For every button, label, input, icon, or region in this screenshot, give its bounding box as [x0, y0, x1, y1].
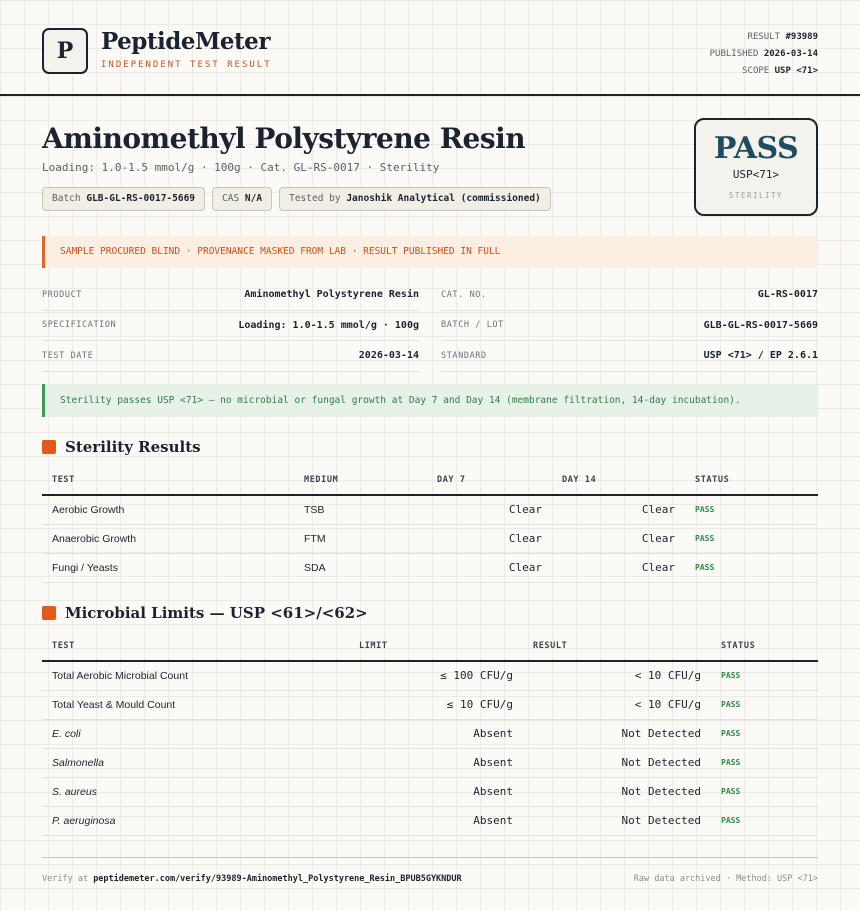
table-row — [42, 524, 818, 553]
batch-chip — [42, 187, 205, 211]
meta-published — [710, 46, 818, 63]
test-name: Anaerobic Growth — [42, 524, 294, 553]
product-subtitle: Loading: 1.0-1.5 mmol/g · 100g · Cat. GL-RS-0017 · Sterility — [42, 161, 440, 174]
table-header-row — [42, 632, 818, 661]
day14-result: Clear — [552, 495, 685, 524]
report-header — [0, 0, 860, 96]
sterility-section-heading — [42, 438, 201, 456]
batch-chip-label: Batch — [52, 193, 81, 204]
tested-by-label: Tested by — [289, 193, 341, 204]
test-name: Total Aerobic Microbial Count — [42, 661, 349, 690]
table-row — [42, 495, 818, 524]
table-row — [42, 690, 818, 719]
column-header: STATUS — [685, 466, 818, 495]
microbial-section-title: Microbial Limits — USP <61>/<62> — [65, 604, 368, 622]
footer-archive-note: Raw data archived · Method: USP <71> — [633, 874, 818, 884]
meta-scope-label: SCOPE — [742, 66, 770, 76]
verdict-standard: USP<71> — [732, 168, 780, 181]
result-value: < 10 CFU/g — [523, 690, 711, 719]
sterility-table — [42, 466, 818, 583]
medium: TSB — [294, 495, 427, 524]
footer-verify — [42, 874, 462, 884]
result-value: Not Detected — [523, 777, 711, 806]
sterility-section-title: Sterility Results — [65, 438, 201, 456]
result-value: < 10 CFU/g — [523, 661, 711, 690]
medium: SDA — [294, 553, 427, 582]
day7-result: Clear — [427, 524, 552, 553]
status-badge: PASS — [711, 719, 818, 748]
column-header: LIMIT — [349, 632, 523, 661]
column-header: TEST — [42, 632, 349, 661]
info-value: Aminomethyl Polystyrene Resin — [244, 289, 419, 301]
column-header: TEST — [42, 466, 294, 495]
batch-chip-value: GLB-GL-RS-0017-5669 — [86, 193, 196, 204]
status-badge: PASS — [685, 495, 818, 524]
column-header: DAY 7 — [427, 466, 552, 495]
verify-label: Verify at — [42, 874, 89, 884]
info-grid-left — [42, 280, 419, 372]
meta-published-value: 2026-03-14 — [763, 49, 818, 59]
result-value: Not Detected — [523, 719, 711, 748]
meta-scope — [710, 63, 818, 80]
brand-name: PeptideMeter — [101, 28, 270, 55]
status-badge: PASS — [711, 748, 818, 777]
info-label: TEST DATE — [42, 350, 94, 361]
table-header-row — [42, 466, 818, 495]
verdict-category: STERILITY — [728, 191, 784, 200]
column-header: RESULT — [523, 632, 711, 661]
info-value: GLB-GL-RS-0017-5669 — [703, 319, 818, 331]
logo-letter: P — [56, 38, 74, 64]
product-chips — [42, 187, 551, 211]
meta-scope-value: USP <71> — [774, 66, 818, 76]
day7-result: Clear — [427, 553, 552, 582]
test-name: Fungi / Yeasts — [42, 553, 294, 582]
meta-result-value: #93989 — [785, 32, 818, 42]
cas-chip — [212, 187, 272, 211]
info-row — [441, 280, 818, 311]
status-badge: PASS — [711, 806, 818, 835]
info-row — [441, 311, 818, 342]
brand-logo — [42, 28, 88, 74]
info-label: CAT. NO. — [441, 289, 487, 300]
info-value: USP <71> / EP 2.6.1 — [703, 350, 818, 362]
day14-result: Clear — [552, 553, 685, 582]
limit-value: Absent — [349, 719, 523, 748]
status-badge: PASS — [685, 524, 818, 553]
result-meta — [710, 29, 818, 80]
verify-link[interactable]: peptidemeter.com/verify/93989-Aminomethyl_Polystyrene_Resin_BPUB5GYKNDUR — [93, 874, 462, 884]
info-row — [42, 280, 419, 311]
info-value: Loading: 1.0-1.5 mmol/g · 100g — [238, 319, 419, 331]
limit-value: ≤ 100 CFU/g — [349, 661, 523, 690]
section-marker-icon — [42, 606, 56, 620]
info-label: SPECIFICATION — [42, 320, 117, 331]
info-value: GL-RS-0017 — [757, 289, 818, 301]
footer-divider — [42, 857, 818, 858]
info-grid-right — [441, 280, 818, 372]
day14-result: Clear — [552, 524, 685, 553]
result-value: Not Detected — [523, 806, 711, 835]
test-name: Total Yeast & Mould Count — [42, 690, 349, 719]
limit-value: Absent — [349, 748, 523, 777]
table-row — [42, 806, 818, 835]
info-row — [441, 341, 818, 372]
limit-value: ≤ 10 CFU/g — [349, 690, 523, 719]
meta-result — [710, 29, 818, 46]
table-row — [42, 719, 818, 748]
cas-chip-value: N/A — [244, 193, 263, 204]
info-label: PRODUCT — [42, 289, 83, 300]
test-name: E. coli — [42, 719, 349, 748]
status-badge: PASS — [711, 661, 818, 690]
test-name: P. aeruginosa — [42, 806, 349, 835]
test-name: Salmonella — [42, 748, 349, 777]
tested-by-value: Janoshik Analytical (commissioned) — [346, 193, 541, 204]
blind-procurement-notice: SAMPLE PROCURED BLIND · PROVENANCE MASKED FROM LAB · RESULT PUBLISHED IN FULL — [42, 236, 818, 268]
sterility-summary: Sterility passes USP <71> — no microbial or fungal growth at Day 7 and Day 14 (membrane filtration, 14-day incubation). — [42, 384, 818, 417]
table-row — [42, 748, 818, 777]
info-value: 2026-03-14 — [358, 350, 419, 362]
medium: FTM — [294, 524, 427, 553]
table-row — [42, 777, 818, 806]
tested-by-chip — [279, 187, 551, 211]
status-badge: PASS — [711, 777, 818, 806]
column-header: STATUS — [711, 632, 818, 661]
result-value: Not Detected — [523, 748, 711, 777]
brand-tagline: INDEPENDENT TEST RESULT — [101, 60, 272, 70]
table-row — [42, 661, 818, 690]
test-name: Aerobic Growth — [42, 495, 294, 524]
microbial-limits-table — [42, 632, 818, 836]
status-badge: PASS — [685, 553, 818, 582]
microbial-section-heading — [42, 604, 368, 622]
limit-value: Absent — [349, 777, 523, 806]
meta-published-label: PUBLISHED — [709, 49, 759, 59]
info-label: STANDARD — [441, 350, 487, 361]
info-label: BATCH / LOT — [441, 320, 504, 331]
product-title: Aminomethyl Polystyrene Resin — [42, 122, 526, 155]
section-marker-icon — [42, 440, 56, 454]
verdict-result: PASS — [713, 131, 799, 166]
limit-value: Absent — [349, 806, 523, 835]
cas-chip-label: CAS — [222, 193, 240, 204]
meta-result-label: RESULT — [747, 32, 781, 42]
info-row — [42, 341, 419, 372]
test-name: S. aureus — [42, 777, 349, 806]
status-badge: PASS — [711, 690, 818, 719]
column-header: MEDIUM — [294, 466, 427, 495]
info-row — [42, 311, 419, 342]
day7-result: Clear — [427, 495, 552, 524]
verdict-card — [694, 118, 818, 216]
column-header: DAY 14 — [552, 466, 685, 495]
table-row — [42, 553, 818, 582]
